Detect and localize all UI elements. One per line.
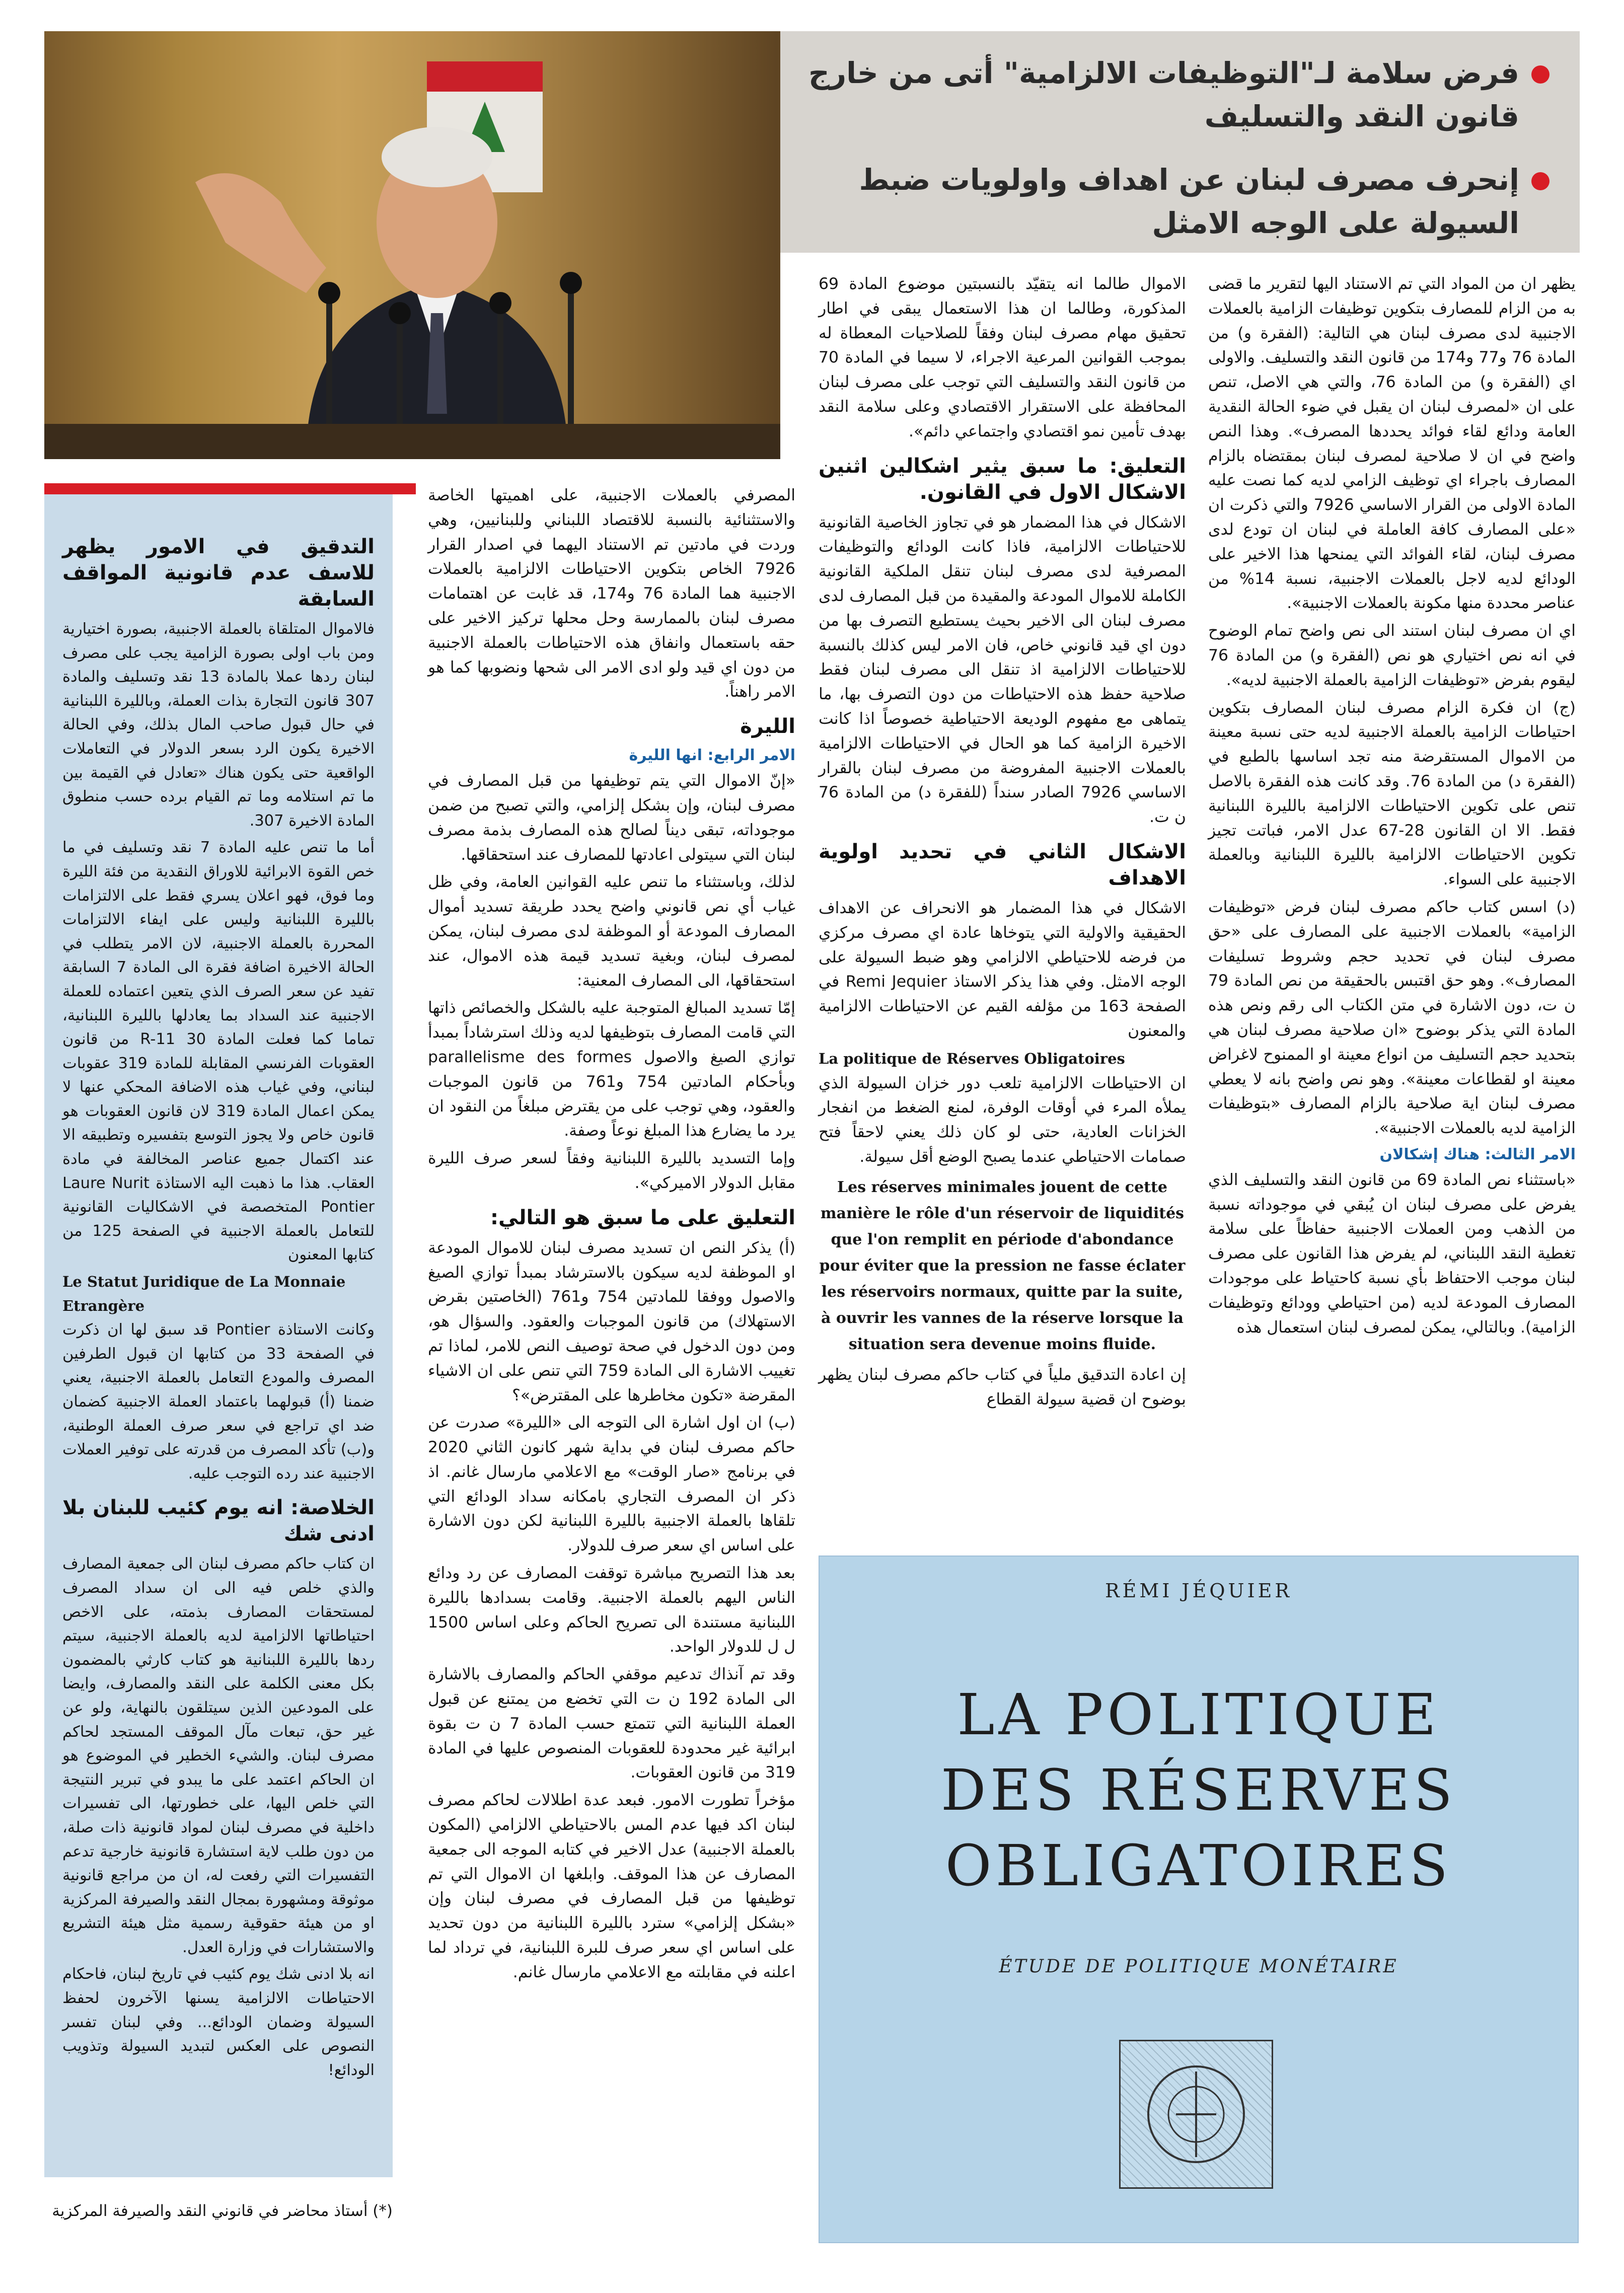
paragraph: إمّا تسديد المبالغ المتوجبة عليه بالشكل والخصائص ذاتها التي قامت المصارف بتوظيفها لديه وذلك استرشاداً بمبدأ توازي الصيغ والاصول parallelisme des formes وبأحكام المادتين 754 و761 من قانون الموجبات والعقود، وهي توجب على من يقترض مبلغاً من النقود ان يرد ما يضارع هذا المبلغ نوعاً وصفة. bbox=[428, 999, 795, 1140]
book-subtitle: ÉTUDE DE POLITIQUE MONÉTAIRE bbox=[999, 1956, 1398, 1977]
paragraph: اي ان مصرف لبنان استند الى نص واضح تمام الوضوح في انه نص اختياري هو نص (الفقرة و) من المادة 76 ليقوم بفرض «توظيفات الزامية بالعملة الاجنبية لديه». bbox=[1208, 622, 1576, 689]
book-title-latin: La politique de Réserves Obligatoires bbox=[819, 1050, 1125, 1067]
speaker-illustration bbox=[44, 31, 780, 459]
section-heading: الليرة bbox=[740, 715, 795, 738]
book-title-line: DES RÉSERVES bbox=[940, 1758, 1457, 1823]
book-title-latin: Le Statut Juridique de La Monnaie Etrangère bbox=[62, 1273, 346, 1314]
article-column-3 bbox=[428, 483, 795, 2245]
paragraph: ان كتاب حاكم مصرف لبنان الى جمعية المصارف والذي خلص فيه الى ان سداد المصرف لمستحقات المصارف بذمته، على الاخص احتياطاتها الالزامية لديه بالعملة الاجنبية، سيتم ردها بالليرة اللبنانية هو كتاب كارثي بالمضمون بكل معنى الكلمة على النقد والمصارف، وايضا على المودعين الذين سيتلقون بالنهاية، ولو عن غير حق، تبعات مآل الموقف المستجد لحاكم مصرف لبنان. والشيء الخطير في الموضوع هو ان الحاكم اعتمد على ما يبدو في تبرير النتيجة التي خلص اليها، على خطورتها، الى تفسيرات داخلية في مصرف لبنان لمواد قانونية ذات صلة، من دون طلب لاية استشارة قانونية خارجية تدعم التفسيرات التي رفعت له، ان من مراجع قانونية موثوقة ومشهورة بمجال النقد والصيرفة المركزية او من هيئة حقوقية رسمية مثل هيئة التشريع والاستشارات في وزارة العدل. bbox=[62, 1555, 375, 1956]
paragraph: أما ما تنص عليه المادة 7 نقد وتسليف في ما خص القوة الابرائية للاوراق النقدية من فئة الليرة وما فوق، فهو اعلان يسري فقط على الالتزامات بالليرة اللبنانية وليس على ايفاء الالتزامات المحررة بالعملة الاجنبية، لان الامر يتطلب في الحالة الاخيرة اضافة فقرة الى المادة 7 السابقة تفيد عن سعر الصرف الذي يتعين اعتماده للعملة الاجنبية عند السداد بما يعادلها بالليرة اللبنانية، تماما كما فعلت المادة 30 R-11 من قانون العقوبات الفرنسي المقابلة للمادة 319 عقوبات لبناني، وفي غياب هذه الاضافة المحكي عنها لا يمكن اعمال المادة 319 لان قانون العقوبات هو قانون خاص ولا يجوز التوسع بتفسيره وتطبيقه الا عند اكتمال جميع عناصر المخالفة في مادة العقاب. هذا ما ذهبت اليه الاستاذة Laure Nurit Pontier المتخصصة في الاشكاليات القانونية للتعامل بالعملة الاجنبية في الصفحة 125 من كتابها المعنون bbox=[62, 839, 375, 1264]
paragraph: يظهر ان من المواد التي تم الاستناد اليها لتقرير ما قضى به من الزام للمصارف بتكوين توظيفات الزامية بالعملات الاجنبية لدى مصرف لبنان هي التالية: (الفقرة و) من المادة 76 و77 و174 من قانون النقد والتسليف. والاولى اي (الفقرة و) من المادة 76، والتي هي الاصل، تنص على ان «لمصرف لبنان ان يقبل في ضوء الحالة النقدية العامة ودائع لقاء فوائد يحددها المصرف». وهذا النص واضح في ان لا صلاحية لمصرف لبنان بمقتضاه بالزام المصارف باجراء اي توظيف الزامي لديه كما نصت عليه المادة الاولى من القرار الاساسي 7926 والتي ذكرت ان «على المصارف كافة العاملة في لبنان ان تودع لدى مصرف لبنان، لقاء الفوائد التي يمنحها هذا الاخير على الودائع لديه لاجل بالعملات الاجنبية، نسبة 14% من عناصر محددة منها مكونة بالعملات الاجنبية». bbox=[1208, 275, 1576, 613]
paragraph: «إنّ الاموال التي يتم توظيفها من قبل المصارف في مصرف لبنان، وإن بشكل إلزامي، والتي تصبح من ضمن موجوداته، تبقى ديناً لصالح هذه المصارف بذمة مصرف لبنان التي سيتولى اعادتها للمصارف عند استحقاقها. bbox=[428, 772, 795, 864]
book-title-line: OBLIGATOIRES bbox=[945, 1833, 1452, 1899]
paragraph: الاموال طالما انه يتقيّد بالنسبتين موضوع المادة 69 المذكورة، وطالما ان هذا الاستعمال يبقى في اطار تحقيق مهام مصرف لبنان وفقاً للصلاحيات المعطاة له بموجب القوانين المرعية الاجراء، لا سيما في المادة 70 من قانون النقد والتسليف التي توجب على مصرف لبنان المحافظة على الاستقرار الاقتصادي وعلى سلامة النقد بهدف تأمين نمو اقتصادي واجتماعي دائم». bbox=[819, 275, 1186, 440]
paragraph: (ب) ان اول اشارة الى التوجه الى «الليرة» صدرت عن حاكم مصرف لبنان في بداية شهر كانون الثاني 2020 في برنامج «صار الوقت» مع الاعلامي مارسال غانم. اذ ذكر ان المصرف التجاري بامكانه سداد الودائع التي تلقاها بالعملة الاجنبية بالليرة اللبنانية لكن دون الاشارة على اساس اي سعر صرف للدولار. bbox=[428, 1414, 795, 1555]
book-cover-image bbox=[819, 1556, 1579, 2243]
headline-text: إنحرف مصرف لبنان عن اهداف واولويات ضبط السيولة على الوجه الامثل bbox=[859, 163, 1519, 240]
paragraph: بعد هذا التصريح مباشرة توقفت المصارف عن رد ودائع الناس اليهم بالعملة الاجنبية. وقامت بسدادها بالليرة اللبنانية مستندة الى تصريح الحاكم وعلى اساس 1500 ل ل للدولار الواحد. bbox=[428, 1564, 795, 1656]
section-heading: التعليق: ما سبق يثير اشكالين اثنين الاشكال الاول في القانون. bbox=[819, 454, 1186, 504]
section-heading: التعليق على ما سبق هو التالي: bbox=[490, 1206, 795, 1229]
paragraph: وكانت الاستاذة Pontier قد سبق لها ان ذكرت في الصفحة 33 من كتابها ان قبول الطرفين المصرف والمودع التعامل بالعملة الاجنبية، يعني ضمنا (أ) قبولهما باعتماد العملة الاجنبية كضمان ضد اي تراجع في سعر صرف العملة الوطنية، و(ب) تأكد المصرف من قدرته على توفير العملات الاجنبية عند رده التوجب عليه. bbox=[62, 1321, 375, 1483]
section-heading: الاشكال الثاني في تحديد اولوية الاهداف bbox=[819, 840, 1186, 890]
subheading: الامر الرابع: انها الليرة bbox=[629, 747, 795, 765]
paragraph: وقد تم آنذاك تدعيم موقفي الحاكم والمصارف بالاشارة الى المادة 192 ن ت التي تخضع من يمتنع عن قبول العملة اللبنانية التي تتمتع حسب المادة 7 ن ت بقوة ابرائية غير محدودة للعقوبات المنصوص عليها في المادة 319 من قانون العقوبات. bbox=[428, 1665, 795, 1782]
french-quote: Les réserves minimales jouent de cette manière le rôle d'un réservoir de liquidités que l'on remplit en période d'abondance pour éviter que la pression ne fasse éclater les réservoirs normaux, quitte par la suite, à ouvrir les vannes de la réserve lorsque la situation sera devenue moins fluide. bbox=[819, 1178, 1186, 1353]
red-bullet-icon bbox=[1531, 172, 1549, 190]
book-title-line: LA POLITIQUE bbox=[957, 1682, 1440, 1748]
paragraph: انه بلا ادنى شك يوم كئيب في تاريخ لبنان، فاحكام الاحتياطات الالزامية يسنها الآخرون لحفظ السيولة وضمان الودائع... وفي لبنان تفسر النصوص على العكس لتبديد السيولة وتذويب الودائع! bbox=[62, 1965, 375, 2079]
headlines-box bbox=[780, 31, 1580, 253]
headline-text: فرض سلامة لـ"التوظيفات الالزامية" أتى من خارج قانون النقد والتسليف bbox=[808, 56, 1519, 133]
paragraph: وإما التسديد بالليرة اللبنانية وفقاً لسعر صرف الليرة مقابل الدولار الاميركي». bbox=[428, 1149, 795, 1192]
paragraph: الاشكال في هذا المضمار هو الانحراف عن الاهداف الحقيقية والاولية التي يتوخاها عادة اي مصرف مركزي من فرضه للاحتياطي الالزامي وهو ضبط السيولة على الوجه الامثل. وفي هذا يذكر الاستاذ Remi Jequier في الصفحة 163 من مؤلفه القيم عن الاحتياطات الالزامية والمعنون bbox=[819, 899, 1187, 1040]
headline-1 bbox=[800, 51, 1549, 138]
headline-2 bbox=[800, 158, 1549, 245]
paragraph: ان الاحتياطات الالزامية تلعب دور خزان السيولة الذي يملأه المرء في أوقات الوفرة، لمنع الضغط من انفجار الخزانات العادية، حتى لو كان ذلك يعني لاحقاً فتح صمامات الاحتياطي عندما يصبح الوضع أقل سيولة. bbox=[819, 1074, 1186, 1166]
book-author: RÉMI JÉQUIER bbox=[1105, 1580, 1292, 1602]
book-title bbox=[820, 1677, 1578, 1904]
paragraph: فالاموال المتلقاة بالعملة الاجنبية، بصورة اختيارية ومن باب اولى بصورة الزامية يجب على مصرف لبنان ردها عملا بالمادة 13 نقد وتسليف والمادة 307 قانون التجارة بذات العملة، وبالليرة اللبنانية في حال قبول صاحب المال بذلك، وفي الحالة الاخيرة يكون الرد بسعر الدولار في التعاملات الواقعية حتى يكون هناك «تعادل في القيمة بين ما تم استلامه وما تم القيام برده حسب منطوق المادة الاخيرة 307. bbox=[62, 620, 375, 830]
paragraph: (ج) ان فكرة الزام مصرف لبنان المصارف بتكوين احتياطات الزامية بالعملة الاجنبية لديه حتى نسبة معينة من الاموال المستقرضة منه تجد اساسها بالطبع في (الفقرة د) من المادة 76. وقد كانت هذه الفقرة بالاصل تنص على تكوين الاحتياطات الالزامية بالليرة اللبنانية فقط. الا ان القانون 28-67 عدل الامر، فباتت تجيز تكوين الاحتياطات الالزامية بالليرة اللبنانية وبالعملة الاجنبية على السواء. bbox=[1208, 698, 1576, 889]
paragraph: (د) اسس كتاب حاكم مصرف لبنان فرض «توظيفات الزامية» بالعملات الاجنبية على المصارف على «حق مصرف لبنان في تحديد حجم وشروط تسليفات المصارف». وهو حق اقتبس بالحقيقة من نص المادة 79 ن ت، دون الاشارة في متن الكتاب الى رقم ونص هذه المادة التي يذكر بوضوح «ان صلاحية مصرف لبنان هي بتحديد حجم التسليف من انواع معينة او الممنوح لاغراض معينة او لقطاعات معينة». وهو نص واضح بانه لا يعطي مصرف لبنان اية صلاحية بالزام المصارف «بتوظيفات الزامية لديه بالعملات الاجنبية». bbox=[1208, 898, 1576, 1138]
paragraph: (أ) يذكر النص ان تسديد مصرف لبنان للاموال المودعة او الموظفة لديه سيكون بالاسترشاد بمبدأ توازي الصيغ والاصول ووفقا للمادتين 754 و761 (الخاصتين بقرض الاستهلاك) من قانون الموجبات والعقود. والسؤال هو، ومن دون الدخول في صحة توصيف النص للامر، لماذا تم تغييب الاشارة الى المادة 759 التي تنص على ان الاشياء المقرضة «تكون مخاطرها على المقترض»؟ bbox=[428, 1238, 795, 1404]
paragraph: إن اعادة التدقيق ملياً في كتاب حاكم مصرف لبنان يظهر بوضوح ان قضية سيولة القطاع bbox=[819, 1365, 1186, 1409]
paragraph: مؤخراً تطورت الامور. فبعد عدة اطلالات لحاكم مصرف لبنان اكد فيها عدم المس بالاحتياطي الالزامي (المكون بالعملة الاجنبية) عدل الاخير في كتابه الموجه الى جمعية المصارف عن هذا الموقف. وابلغها ان الاموال التي تم توظيفها من قبل المصارف في مصرف لبنان وإن «بشكل إلزامي» سترد بالليرة اللبنانية من دون تحديد على اساس اي سعر صرف للبرة اللبنانية، في ترداد لما اعلنه في مقابلته مع الاعلامي مارسال غانم. bbox=[428, 1791, 795, 1981]
paragraph: لذلك، وباستثناء ما تنص عليه القوانين العامة، وفي ظل غياب أي نص قانوني واضح يحدد طريقة تسديد أموال المصارف المودعة أو الموظفة لدى مصرف لبنان، يمكن لمصرف لبنان، وبغية تسديد قيمة هذه الاموال، عند استحقاقها، الى المصارف المعنية: bbox=[428, 873, 795, 990]
sidebar-accent-bar bbox=[393, 483, 416, 494]
paragraph: المصرفي بالعملات الاجنبية، على اهميتها الخاصة والاستثنائية بالنسبة للاقتصاد اللبناني وللبنانيين، وهي وردت في مادتين تم الاستناد اليهما في اصدار القرار 7926 الخاص بتكوين الاحتياطات الالزامية بالعملات الاجنبية هما المادة 76 و174، قد غابت عن اهتمامات مصرف لبنان بالممارسة وحل محلها تركيز الاخير على حقه باستعمال وانفاق هذه الاحتياطات بالعملة الاجنبية من دون اي قيد ولو ادى الامر الى شحها ونضوبها كما هو الامر راهناً. bbox=[428, 486, 795, 701]
governor-photo bbox=[44, 31, 780, 459]
book-emblem-icon bbox=[1119, 2040, 1273, 2189]
sidebar-box bbox=[44, 483, 393, 2177]
article-column-1 bbox=[1208, 272, 1576, 1550]
subheading: الامر الثالث: هناك إشكالان bbox=[1379, 1145, 1576, 1163]
article-column-2 bbox=[819, 272, 1186, 1550]
paragraph: «باستثناء نص المادة 69 من قانون النقد والتسليف الذي يفرض على مصرف لبنان ان يُبقي في موجوداته نسبة من الذهب ومن العملات الاجنبية حفاظاً على سلامة تغطية النقد اللبناني، لم يفرض هذا القانون على مصرف لبنان موجب الاحتفاظ بأي نسبة كاحتياط على موجودات المصارف المودعة لديه (من احتياطي وودائع وتوظيفات الزامية). وبالتالي، يمكن لمصرف لبنان استعمال هذه bbox=[1208, 1170, 1576, 1337]
sidebar-title: التدقيق في الامور يظهر للاسف عدم قانونية المواقف السابقة bbox=[62, 535, 375, 611]
paragraph: الاشكال في هذا المضمار هو في تجاوز الخاصية القانونية للاحتياطات الالزامية، فاذا كانت الودائع والتوظيفات المصرفية لدى مصرف لبنان تنقل الملكية القانونية الكاملة للاموال المودعة والمقيدة من قبل المصارف لدى مصرف لبنان الى الاخير بحيث يستطيع التصرف بها من دون اي قيد قانوني خاص، فان الامر ليس كذلك بالنسبة للاحتياطات الالزامية اذ تنقل الى مصرف لبنان فقط صلاحية حفظ هذه الاحتياطات من دون التصرف بها، ما يتماهى مع مفهوم الوديعة الاحتياطية خصوصاً اذا كانت الاخيرة الزامية كما هو الحال في الاحتياطات الالزامية بالعملات الاجنبية المفروضة من مصرف لبنان بالقرار الاساسي 7926 الصادر سنداً (للفقرة د) من المادة 76 ن ت. bbox=[819, 513, 1186, 827]
author-footnote: (*) أستاذ محاضر في قانوني النقد والصيرفة المركزية bbox=[52, 2202, 393, 2220]
sidebar-heading: الخلاصة: انه يوم كئيب للبنان بلا ادنى شك bbox=[62, 1496, 375, 1546]
red-bullet-icon bbox=[1531, 65, 1549, 84]
